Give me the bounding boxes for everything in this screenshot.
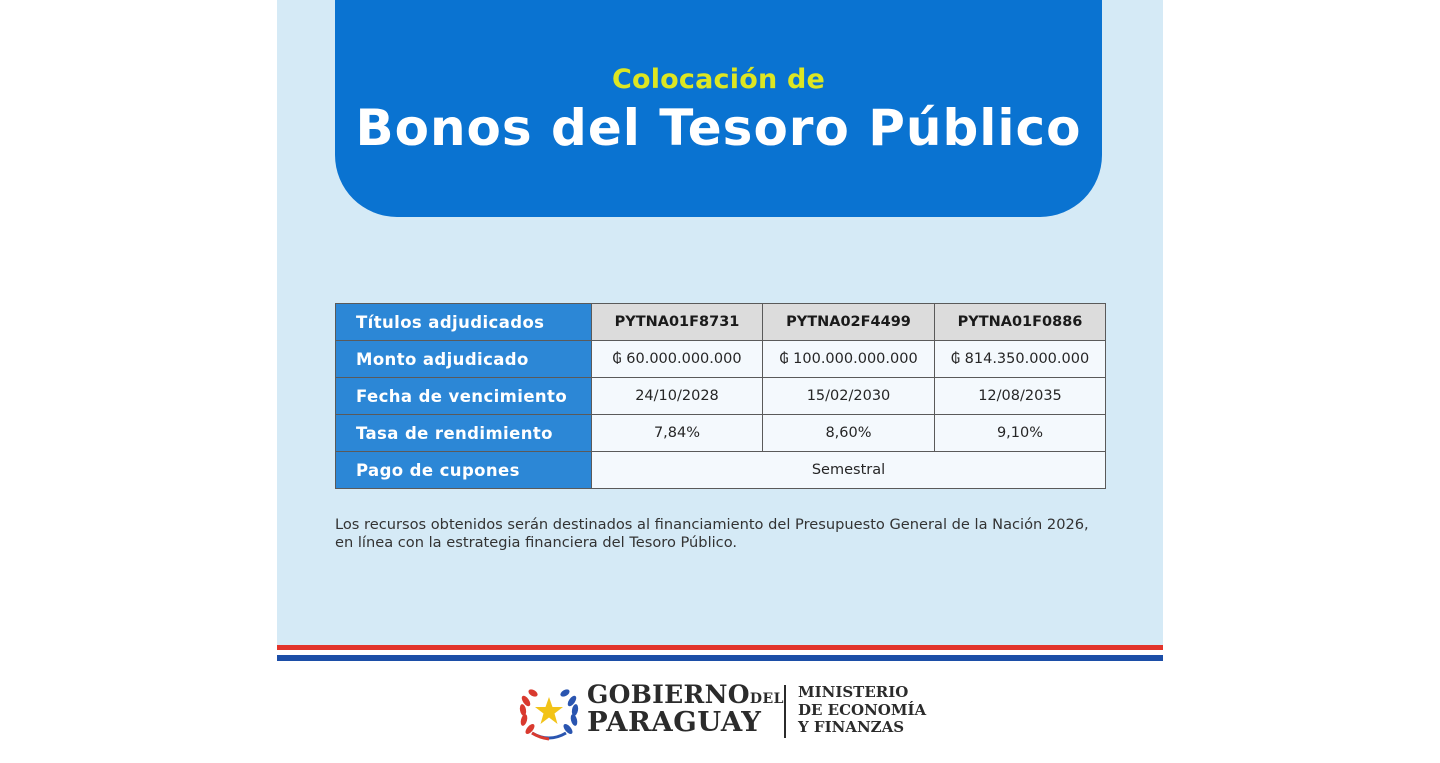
row-label-maturity: Fecha de vencimiento [336, 378, 592, 415]
table-cell: ₲ 814.350.000.000 [935, 341, 1106, 378]
gov-word-gobierno: GOBIERNO [587, 680, 750, 709]
table-cell: 12/08/2035 [935, 378, 1106, 415]
row-label-yield: Tasa de rendimiento [336, 415, 592, 452]
government-logo [518, 681, 938, 741]
ministry-line: DE ECONOMÍA [798, 700, 927, 719]
government-wordmark [587, 682, 784, 737]
table-row-amount [336, 341, 1106, 378]
banner-subtitle: Colocación de [611, 64, 826, 95]
banner-title: Bonos del Tesoro Público [355, 99, 1082, 157]
table-cell: 9,10% [935, 415, 1106, 452]
bonds-table [335, 303, 1106, 489]
table-row-maturity [336, 378, 1106, 415]
logo-divider [784, 685, 786, 738]
table-row-titles [336, 304, 1106, 341]
row-label-titles: Títulos adjudicados [336, 304, 592, 341]
gov-word-del: DEL [749, 691, 784, 707]
table-row-yield [336, 415, 1106, 452]
ministry-line: Y FINANZAS [798, 718, 905, 736]
footnote-line: en línea con la estrategia financiera del Tesoro Público. [335, 534, 738, 551]
row-label-amount: Monto adjudicado [336, 341, 592, 378]
table-row-coupons [336, 452, 1106, 489]
ministry-name [798, 684, 926, 737]
table-cell: 8,60% [763, 415, 935, 452]
paraguay-national-emblem-icon [518, 683, 580, 741]
flag-stripe-blue [277, 655, 1163, 661]
footnote [335, 516, 1115, 552]
footnote-line: Los recursos obtenidos serán destinados al financiamiento del Presupuesto General de la Nación 2026, [335, 516, 1089, 533]
bond-code: PYTNA01F8731 [592, 304, 763, 341]
table-cell: 7,84% [592, 415, 763, 452]
ministry-line: MINISTERIO [798, 683, 909, 701]
title-banner [335, 0, 1102, 217]
table-cell: ₲ 100.000.000.000 [763, 341, 935, 378]
table-cell-merged: Semestral [592, 452, 1106, 489]
row-label-coupons: Pago de cupones [336, 452, 592, 489]
table-cell: 24/10/2028 [592, 378, 763, 415]
bond-code: PYTNA02F4499 [763, 304, 935, 341]
bond-code: PYTNA01F0886 [935, 304, 1106, 341]
table-cell: 15/02/2030 [763, 378, 935, 415]
gov-word-paraguay: PARAGUAY [587, 706, 762, 738]
table-cell: ₲ 60.000.000.000 [592, 341, 763, 378]
